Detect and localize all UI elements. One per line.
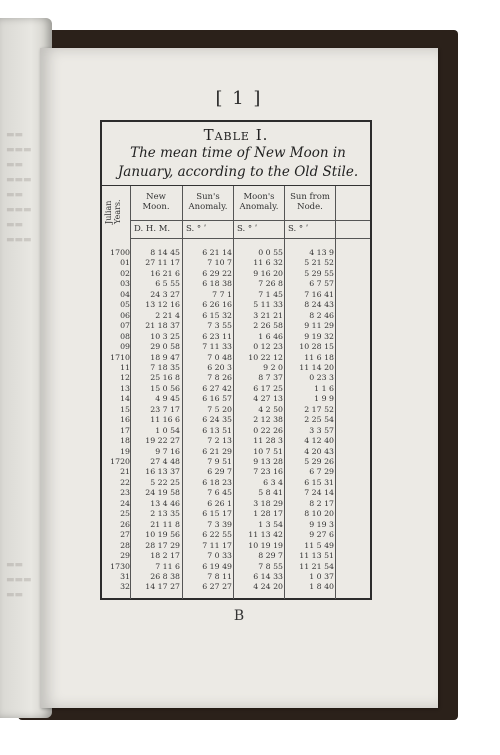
cell-new-moon: 21 11 8	[150, 519, 180, 529]
cell-new-moon: 16 21 6	[150, 268, 180, 278]
cell-moon-anomaly: 0 12 23	[253, 342, 283, 352]
table-row	[102, 541, 370, 552]
cell-moon-anomaly: 10 19 19	[248, 540, 283, 550]
header-sun-node: Sun from Node.	[290, 192, 330, 212]
page-number: [ 1 ]	[215, 88, 263, 109]
show-through-text: ▬▬ ▬▬▬ ▬▬	[6, 560, 32, 600]
table-row	[102, 562, 370, 573]
table-subtitle: The mean time of New Moon in January, according to the Old Stile.	[117, 145, 359, 180]
cell-sun-anomaly: 7 8 26	[207, 373, 232, 383]
table-row	[102, 405, 370, 416]
cell-new-moon: 18 2 17	[150, 551, 180, 561]
table-row	[102, 373, 370, 384]
cell-new-moon: 11 16 6	[150, 415, 180, 425]
cell-year: 15	[120, 404, 130, 414]
cell-sun-node: 5 29 26	[304, 457, 334, 466]
cell-sun-node: 6 7 57	[309, 279, 334, 289]
cell-new-moon: 8 14 45	[150, 248, 180, 257]
cell-moon-anomaly: 4 27 13	[253, 394, 283, 404]
cell-sun-anomaly: 7 9 51	[207, 457, 232, 466]
cell-sun-anomaly: 6 19 49	[202, 561, 232, 571]
cell-new-moon: 26 8 38	[150, 571, 180, 581]
cell-moon-anomaly: 10 22 12	[248, 352, 283, 362]
cell-sun-node: 1 9 9	[314, 394, 334, 404]
cell-sun-anomaly: 6 13 51	[202, 425, 232, 435]
cell-year: 09	[120, 342, 130, 352]
cell-new-moon: 19 22 27	[145, 436, 180, 446]
cell-new-moon: 21 18 37	[145, 321, 180, 331]
cell-moon-anomaly: 6 14 33	[253, 571, 283, 581]
cell-year: 1700	[110, 248, 130, 257]
cell-sun-node: 8 10 20	[304, 509, 334, 519]
cell-year: 16	[120, 415, 130, 425]
cell-moon-anomaly: 6 3 4	[263, 477, 283, 487]
subheader-sun-node: S. ° ʹ	[288, 224, 309, 234]
cell-year: 03	[120, 279, 130, 289]
cell-moon-anomaly: 0 0 55	[258, 248, 283, 257]
cell-sun-anomaly: 7 10 7	[207, 258, 232, 268]
cell-moon-anomaly: 8 29 7	[258, 551, 283, 561]
table-row	[102, 290, 370, 301]
cell-sun-node: 0 23 3	[309, 373, 334, 383]
table-row	[102, 467, 370, 478]
cell-new-moon: 2 13 35	[150, 509, 180, 519]
cell-moon-anomaly: 7 23 16	[253, 467, 283, 477]
cell-sun-anomaly: 7 3 39	[207, 519, 232, 529]
table-row	[102, 457, 370, 468]
table-title: Table I.	[203, 126, 269, 144]
cell-year: 12	[120, 373, 130, 383]
cell-new-moon: 10 19 56	[145, 530, 180, 540]
cell-new-moon: 23 7 17	[150, 404, 180, 414]
cell-moon-anomaly: 7 8 55	[258, 561, 283, 571]
cell-new-moon: 9 7 16	[155, 446, 180, 456]
cell-new-moon: 18 9 47	[150, 352, 180, 362]
table-row	[102, 248, 370, 259]
table-row	[102, 342, 370, 353]
cell-sun-node: 8 2 46	[309, 310, 334, 320]
cell-sun-node: 8 2 17	[309, 498, 334, 508]
cell-moon-anomaly: 7 1 45	[258, 289, 283, 299]
cell-moon-anomaly: 7 26 8	[258, 279, 283, 289]
cell-sun-node: 4 12 40	[304, 436, 334, 446]
table-row	[102, 311, 370, 322]
table-row	[102, 478, 370, 489]
header-divider	[130, 220, 370, 221]
table-grid	[102, 185, 370, 599]
cell-new-moon: 27 11 17	[145, 258, 180, 268]
cell-sun-anomaly: 6 21 29	[202, 446, 232, 456]
cell-sun-node: 11 21 54	[299, 561, 334, 571]
subheader-moon-anomaly: S. ° ʹ	[237, 224, 258, 234]
subheader-new-moon: D. H. M.	[134, 224, 171, 234]
table-row	[102, 520, 370, 531]
cell-year: 27	[120, 530, 130, 540]
cell-sun-node: 10 28 15	[299, 342, 334, 352]
cell-new-moon: 7 18 35	[150, 362, 180, 372]
cell-sun-anomaly: 6 21 14	[202, 248, 232, 257]
cell-sun-anomaly: 6 16 57	[202, 394, 232, 404]
cell-new-moon: 24 19 58	[145, 488, 180, 498]
cell-moon-anomaly: 6 17 25	[253, 383, 283, 393]
cell-new-moon: 24 3 27	[150, 289, 180, 299]
cell-new-moon: 2 21 4	[155, 310, 180, 320]
cell-year: 1710	[110, 352, 130, 362]
cell-sun-node: 7 16 41	[304, 289, 334, 299]
signature-mark: B	[233, 608, 245, 624]
cell-year: 05	[120, 300, 130, 310]
cell-year: 02	[120, 268, 130, 278]
cell-sun-node: 1 8 40	[309, 582, 334, 592]
cell-sun-anomaly: 6 23 11	[202, 331, 232, 341]
cell-moon-anomaly: 3 21 21	[253, 310, 283, 320]
cell-year: 07	[120, 321, 130, 331]
cell-sun-anomaly: 6 27 27	[202, 582, 232, 592]
cell-new-moon: 7 11 6	[155, 561, 180, 571]
table-row	[102, 447, 370, 458]
cell-new-moon: 1 0 54	[155, 425, 180, 435]
table-row	[102, 436, 370, 447]
subheader-sun-anomaly: S. ° ʹ	[186, 224, 207, 234]
table-row	[102, 499, 370, 510]
cell-year: 1720	[110, 457, 130, 466]
cell-moon-anomaly: 8 7 37	[258, 373, 283, 383]
cell-moon-anomaly: 3 18 29	[253, 498, 283, 508]
cell-year: 25	[120, 509, 130, 519]
cell-year: 32	[120, 582, 130, 592]
cell-sun-anomaly: 6 18 23	[202, 477, 232, 487]
cell-new-moon: 13 12 16	[145, 300, 180, 310]
table-row	[102, 582, 370, 593]
table-row	[102, 426, 370, 437]
table-row	[102, 353, 370, 364]
show-through-text: ▬▬ ▬▬▬ ▬▬ ▬▬▬ ▬▬ ▬▬▬ ▬▬ ▬▬▬	[6, 130, 32, 245]
cell-new-moon: 10 3 25	[150, 331, 180, 341]
cell-sun-anomaly: 7 6 45	[207, 488, 232, 498]
cell-new-moon: 15 0 56	[150, 383, 180, 393]
cell-sun-anomaly: 6 26 1	[207, 498, 232, 508]
cell-moon-anomaly: 4 24 20	[253, 582, 283, 592]
cell-new-moon: 14 17 27	[145, 582, 180, 592]
cell-sun-node: 11 13 51	[299, 551, 334, 561]
cell-moon-anomaly: 0 22 26	[253, 425, 283, 435]
cell-new-moon: 16 13 37	[145, 467, 180, 477]
cell-sun-anomaly: 6 15 17	[202, 509, 232, 519]
cell-sun-node: 11 5 49	[304, 540, 334, 550]
table-row	[102, 509, 370, 520]
table-row	[102, 300, 370, 311]
cell-new-moon: 28 17 29	[145, 540, 180, 550]
cell-moon-anomaly: 5 11 33	[253, 300, 283, 310]
cell-sun-anomaly: 6 27 42	[202, 383, 232, 393]
cell-sun-anomaly: 7 5 20	[207, 404, 232, 414]
book-page	[40, 48, 438, 708]
cell-year: 26	[120, 519, 130, 529]
cell-moon-anomaly: 4 2 50	[258, 404, 283, 414]
header-new-moon: New Moon.	[142, 192, 170, 212]
cell-sun-anomaly: 6 29 7	[207, 467, 232, 477]
cell-sun-anomaly: 7 11 17	[202, 540, 232, 550]
cell-new-moon: 6 5 55	[155, 279, 180, 289]
cell-moon-anomaly: 11 6 32	[253, 258, 283, 268]
cell-new-moon: 13 4 46	[150, 498, 180, 508]
table-row	[102, 363, 370, 374]
cell-year: 28	[120, 540, 130, 550]
table-row	[102, 332, 370, 343]
cell-year: 13	[120, 383, 130, 393]
cell-year: 04	[120, 289, 130, 299]
cell-moon-anomaly: 11 13 42	[248, 530, 283, 540]
table-row	[102, 572, 370, 583]
cell-moon-anomaly: 1 3 54	[258, 519, 283, 529]
cell-sun-anomaly: 6 20 3	[207, 362, 232, 372]
table-frame	[100, 120, 372, 600]
cell-new-moon: 5 22 25	[150, 477, 180, 487]
cell-moon-anomaly: 2 26 58	[253, 321, 283, 331]
cell-moon-anomaly: 2 12 38	[253, 415, 283, 425]
cell-year: 29	[120, 551, 130, 561]
cell-sun-node: 9 11 29	[304, 321, 334, 331]
cell-sun-anomaly: 7 0 48	[207, 352, 232, 362]
cell-moon-anomaly: 9 16 20	[253, 268, 283, 278]
cell-moon-anomaly: 1 6 46	[258, 331, 283, 341]
cell-moon-anomaly: 9 13 28	[253, 457, 283, 466]
cell-sun-anomaly: 6 18 38	[202, 279, 232, 289]
cell-sun-node: 6 7 29	[309, 467, 334, 477]
cell-new-moon: 4 9 45	[155, 394, 180, 404]
cell-year: 23	[120, 488, 130, 498]
cell-sun-anomaly: 7 2 13	[207, 436, 232, 446]
cell-sun-anomaly: 7 0 33	[207, 551, 232, 561]
cell-sun-node: 5 29 55	[304, 268, 334, 278]
cell-sun-anomaly: 6 24 35	[202, 415, 232, 425]
cell-sun-anomaly: 7 7 1	[212, 289, 232, 299]
cell-moon-anomaly: 1 28 17	[253, 509, 283, 519]
cell-sun-node: 2 17 52	[304, 404, 334, 414]
cell-year: 14	[120, 394, 130, 404]
cell-new-moon: 29 0 58	[150, 342, 180, 352]
cell-year: 17	[120, 425, 130, 435]
cell-moon-anomaly: 10 7 51	[253, 446, 283, 456]
table-row	[102, 530, 370, 541]
cell-sun-anomaly: 6 29 22	[202, 268, 232, 278]
cell-moon-anomaly: 9 2 0	[263, 362, 283, 372]
cell-year: 21	[120, 467, 130, 477]
cell-year: 18	[120, 436, 130, 446]
cell-year: 01	[120, 258, 130, 268]
cell-sun-node: 1 1 6	[314, 383, 334, 393]
cell-sun-node: 2 25 54	[304, 415, 334, 425]
cell-sun-node: 4 20 43	[304, 446, 334, 456]
cell-year: 06	[120, 310, 130, 320]
cell-sun-node: 9 19 3	[309, 519, 334, 529]
cell-sun-anomaly: 7 11 33	[202, 342, 232, 352]
cell-sun-anomaly: 7 3 55	[207, 321, 232, 331]
cell-year: 31	[120, 571, 130, 581]
header-divider	[130, 238, 370, 239]
cell-year: 11	[120, 362, 130, 372]
table-row	[102, 321, 370, 332]
cell-sun-anomaly: 6 26 16	[202, 300, 232, 310]
cell-year: 24	[120, 498, 130, 508]
header-sun-anomaly: Sun's Anomaly.	[188, 192, 228, 212]
cell-year: 08	[120, 331, 130, 341]
cell-year: 1730	[110, 561, 130, 571]
header-moon-anomaly: Moon's Anomaly.	[239, 192, 279, 212]
table-row	[102, 258, 370, 269]
cell-sun-anomaly: 7 8 11	[207, 571, 232, 581]
cell-sun-anomaly: 6 22 55	[202, 530, 232, 540]
cell-sun-node: 9 27 6	[309, 530, 334, 540]
table-row	[102, 488, 370, 499]
table-row	[102, 394, 370, 405]
cell-sun-anomaly: 6 15 32	[202, 310, 232, 320]
cell-sun-node: 1 0 37	[309, 571, 334, 581]
table-row	[102, 269, 370, 280]
cell-sun-node: 11 6 18	[304, 352, 334, 362]
header-years: Julian Years.	[104, 199, 122, 225]
cell-moon-anomaly: 11 28 3	[253, 436, 283, 446]
cell-sun-node: 5 21 52	[304, 258, 334, 268]
table-row	[102, 384, 370, 395]
cell-sun-node: 3 3 57	[309, 425, 334, 435]
cell-sun-node: 7 24 14	[304, 488, 334, 498]
cell-new-moon: 27 4 48	[150, 457, 180, 466]
cell-sun-node: 11 14 20	[299, 362, 334, 372]
table-row	[102, 551, 370, 562]
table-row	[102, 279, 370, 290]
cell-moon-anomaly: 5 8 41	[258, 488, 283, 498]
cell-year: 19	[120, 446, 130, 456]
table-row	[102, 415, 370, 426]
cell-sun-node: 4 13 9	[309, 248, 334, 257]
cell-sun-node: 8 24 43	[304, 300, 334, 310]
cell-year: 22	[120, 477, 130, 487]
cell-sun-node: 6 15 31	[304, 477, 334, 487]
cell-sun-node: 9 19 32	[304, 331, 334, 341]
cell-new-moon: 25 16 8	[150, 373, 180, 383]
